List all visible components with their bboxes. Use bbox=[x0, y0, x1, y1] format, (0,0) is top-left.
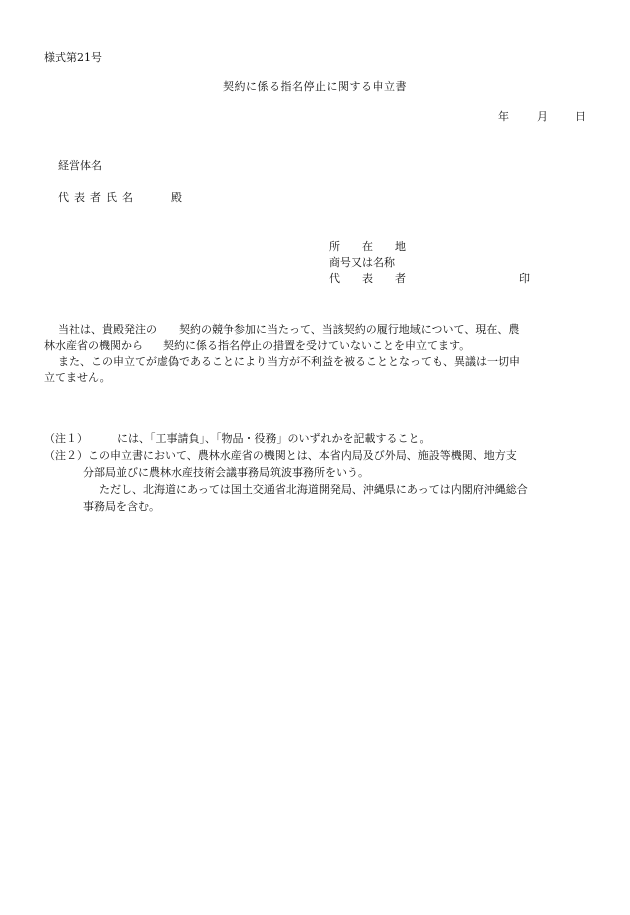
date-month-label: 月 bbox=[537, 110, 548, 123]
note-2-proviso-continuation: 事務局を含む。 bbox=[83, 500, 160, 513]
date-year-label: 年 bbox=[498, 110, 509, 123]
body-line bbox=[44, 324, 592, 340]
body-text-segment: 契約に係る指名停止の措置を受けていないことを申立てます。 bbox=[163, 339, 471, 352]
addressee-label: 経営体名 bbox=[58, 159, 102, 172]
body-text-segment: 立てません。 bbox=[44, 371, 111, 384]
note-2-continuation: 分部局並びに農林水産技術会議事務局筑波事務所をいう。 bbox=[83, 466, 369, 479]
note-2 bbox=[44, 450, 604, 467]
note-1-text: には、「工事請負」、「物品・役務」のいずれかを記載すること。 bbox=[117, 432, 431, 445]
note-2-proviso: ただし、北海道にあっては国土交通省北海道開発局、沖縄県にあっては内閣府沖縄総合 bbox=[99, 483, 528, 496]
declaration-body bbox=[44, 324, 592, 388]
note-2-text: この申立書において、農林水産省の機関とは、本省内局及び外局、施設等機関、地方支 bbox=[88, 449, 517, 462]
body-line bbox=[44, 372, 592, 388]
form-number: 様式第21号 bbox=[44, 51, 102, 64]
seal-mark: 印 bbox=[519, 272, 530, 285]
applicant-name-label: 商号又は名称 bbox=[329, 256, 395, 269]
representative-honorific: 殿 bbox=[171, 191, 182, 204]
notes-section bbox=[44, 433, 604, 518]
document-title: 契約に係る指名停止に関する申立書 bbox=[223, 80, 407, 93]
representative-label: 代表者氏名 bbox=[58, 191, 138, 204]
body-text-segment: また、この申立てが虚偽であることにより当方が不利益を被ることとなっても、異議は一切申 bbox=[58, 355, 520, 368]
date-day-label: 日 bbox=[575, 110, 586, 123]
body-text-segment: 当社は、貴殿発注の bbox=[58, 323, 157, 336]
note-1-heading: （注１） bbox=[44, 432, 88, 445]
body-text-segment: 契約の競争参加に当たって、当該契約の履行地域について、現在、農 bbox=[179, 323, 520, 336]
applicant-address-label: 所 在 地 bbox=[329, 240, 406, 253]
note-2-heading: （注２） bbox=[44, 449, 88, 462]
applicant-representative-label: 代 表 者 bbox=[329, 272, 406, 285]
body-text-segment: 林水産省の機関から bbox=[44, 339, 143, 352]
body-line bbox=[44, 356, 592, 372]
note-1 bbox=[44, 433, 604, 450]
body-line bbox=[44, 340, 592, 356]
